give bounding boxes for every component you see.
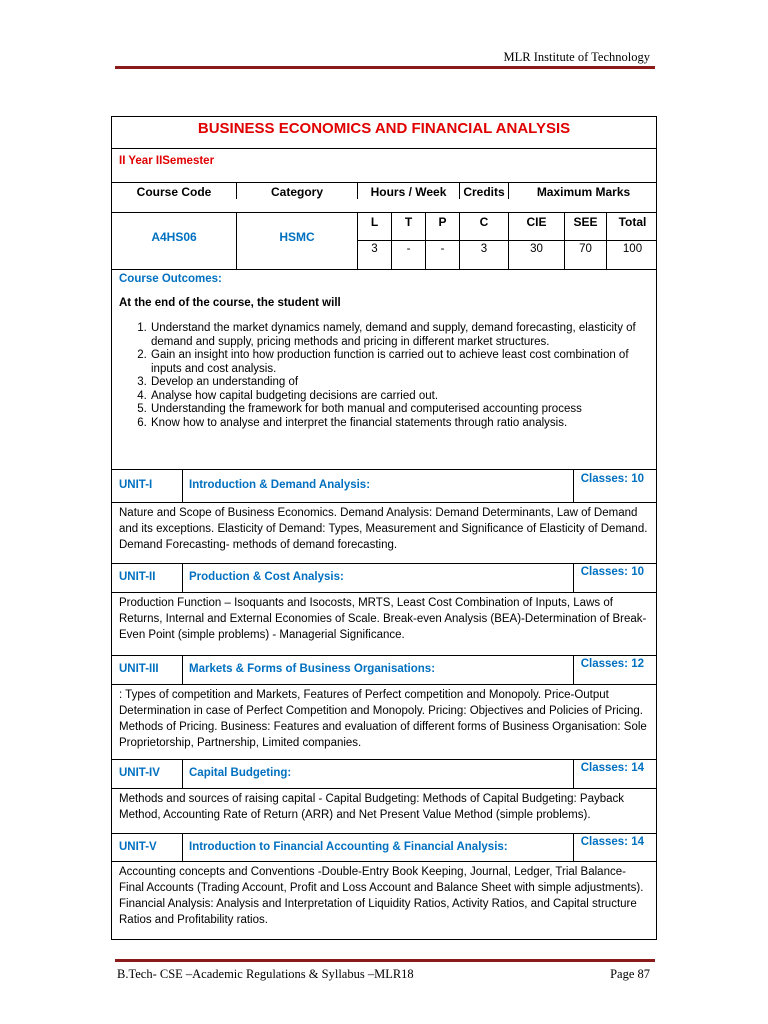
outcome-item: 5. Understanding the framework for both manual and computerised accounting process <box>150 403 656 417</box>
hours-values-row <box>357 241 656 269</box>
unit-classes: Classes: 10 <box>580 473 644 485</box>
unit-label: UNIT-I <box>119 479 153 491</box>
unit-label: UNIT-III <box>119 663 159 675</box>
outcome-item: 6. Know how to analyse and interpret the financial statements through ratio analysis. <box>150 417 656 431</box>
value-p: - <box>425 241 459 269</box>
course-outcomes <box>112 269 656 471</box>
sub-see: SEE <box>564 213 606 240</box>
header-institute: MLR Institute of Technology <box>503 50 650 64</box>
outcomes-intro: At the end of the course, the student will <box>119 297 341 309</box>
header-category: Category <box>236 183 357 199</box>
value-total: 100 <box>606 241 658 269</box>
unit-title: Introduction to Financial Accounting & Financial Analysis: <box>182 834 574 861</box>
unit-label: UNIT-II <box>119 571 156 583</box>
category-value: HSMC <box>236 213 357 269</box>
unit-header <box>112 655 656 685</box>
unit-title: Introduction & Demand Analysis: <box>182 470 574 502</box>
course-code-value: A4HS06 <box>151 230 197 244</box>
unit-classes: Classes: 10 <box>580 566 644 578</box>
unit-title: Markets & Forms of Business Organisations: <box>182 656 574 684</box>
unit-body: Methods and sources of raising capital - Capital Budgeting: Methods of Capital Budgeting: Payback Method, Accounting Rate of Return (ARR) and Net Present Value Method (simple problems). <box>119 793 625 821</box>
unit-body: Accounting concepts and Conventions -Double-Entry Book Keeping, Journal, Ledger, Trial Balance- Final Accounts (Trading Account, Profit and Loss Account and Balance Sheet with simple adjustments). Financial Analysis: Analysis and Interpretation of Liquidity Ratios, Activity Ratios, and Capital structure Ratios and Profitability ratios. <box>119 866 644 926</box>
unit-header <box>112 563 656 593</box>
header-credits: Credits <box>459 183 508 199</box>
unit-body: Nature and Scope of Business Economics. Demand Analysis: Demand Determinants, Law of Demand and its exceptions. Elasticity of Demand: Types, Measurement and Significance of Elasticity of Demand. Demand Forecasting- methods of demand forecasting. <box>119 507 648 551</box>
outcome-item: 2. Gain an insight into how production function is carried out to achieve least cost combination of inputs and cost analysis. <box>150 349 656 376</box>
value-c: 3 <box>459 241 508 269</box>
footer-rule <box>115 959 655 962</box>
value-t: - <box>391 241 425 269</box>
sub-c: C <box>459 213 508 240</box>
course-header-row <box>112 183 656 213</box>
sub-p: P <box>425 213 459 240</box>
unit-classes: Classes: 14 <box>580 836 644 848</box>
syllabus-table <box>111 116 657 940</box>
outcomes-heading: Course Outcomes: <box>119 273 222 285</box>
course-title: BUSINESS ECONOMICS AND FINANCIAL ANALYSIS <box>112 117 656 149</box>
sub-cie: CIE <box>508 213 564 240</box>
sub-header-row <box>357 213 656 241</box>
header-course-code: Course Code <box>136 185 212 199</box>
unit-body: : Types of competition and Markets, Features of Perfect competition and Monopoly. Price-Output Determination in case of Perfect Competition and Monopoly. Pricing: Objectives and Policies of Pricing. Methods of Pricing. Business: Features and evaluation of different forms of Business Organisation: Sole Proprietorship, Partnership, Limited companies. <box>119 689 647 749</box>
outcomes-list <box>112 322 656 430</box>
outcome-item: 3. Develop an understanding of <box>150 376 656 390</box>
unit-header <box>112 833 656 862</box>
header-max-marks: Maximum Marks <box>508 183 658 199</box>
sub-total: Total <box>606 213 658 240</box>
unit-title: Capital Budgeting: <box>182 760 574 788</box>
header-rule <box>115 66 655 69</box>
unit-classes: Classes: 12 <box>580 658 644 670</box>
sub-t: T <box>391 213 425 240</box>
outcome-item: 4. Analyse how capital budgeting decisions are carried out. <box>150 390 656 404</box>
outcome-item: 1. Understand the market dynamics namely, demand and supply, demand forecasting, elasticity of demand and supply, pricing methods and pricing in different market structures. <box>150 322 656 349</box>
unit-body: Production Function – Isoquants and Isocosts, MRTS, Least Cost Combination of Inputs, Laws of Returns, Internal and External Economies of Scale. Break-even Analysis (BEA)-Determination of Break-Even Point (simple problems) - Managerial Significance. <box>119 597 647 641</box>
value-l: 3 <box>357 241 391 269</box>
unit-label: UNIT-V <box>119 841 157 853</box>
page-number: Page 87 <box>610 967 650 981</box>
unit-header <box>112 759 656 789</box>
unit-classes: Classes: 14 <box>580 762 644 774</box>
header-hours: Hours / Week <box>357 183 459 199</box>
footer-text: B.Tech- CSE –Academic Regulations & Syllabus –MLR18 <box>117 967 414 981</box>
unit-header <box>112 469 656 503</box>
sub-l: L <box>357 213 391 240</box>
course-values-area <box>112 213 656 269</box>
value-see: 70 <box>564 241 606 269</box>
semester-label: II Year IISemester <box>112 149 656 183</box>
unit-title: Production & Cost Analysis: <box>182 564 574 592</box>
unit-label: UNIT-IV <box>119 767 160 779</box>
value-cie: 30 <box>508 241 564 269</box>
